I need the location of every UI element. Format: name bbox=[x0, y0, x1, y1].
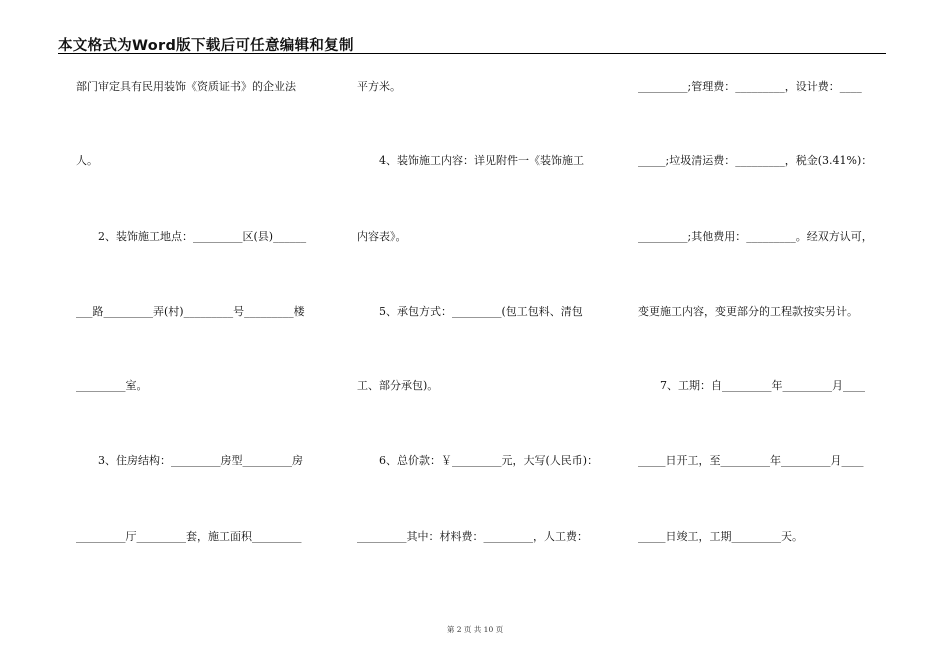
page-number-footer: 第 2 页 共 10 页 bbox=[446, 625, 504, 634]
middle-line-5: 工、部分承包)。 bbox=[357, 379, 439, 392]
left-line-6: 3、住房结构：_________房型_________房 bbox=[98, 454, 303, 467]
middle-line-2: 4、装饰施工内容：详见附件一《装饰施工 bbox=[379, 154, 584, 167]
left-line-4: ___路_________弄(村)_________号_________楼 bbox=[76, 305, 305, 318]
middle-line-6: 6、总价款：￥_________元，大写(人民币)： bbox=[379, 454, 599, 467]
right-line-6: _____日开工，至_________年_________月____ bbox=[638, 454, 864, 467]
right-line-5: 7、工期：自_________年_________月____ bbox=[660, 379, 865, 392]
middle-line-3: 内容表》。 bbox=[357, 230, 407, 243]
left-line-1: 部门审定具有民用装饰《资质证书》的企业法 bbox=[76, 80, 296, 93]
right-line-1: _________;管理费：_________，设计费：____ bbox=[638, 80, 862, 93]
document-header-title: 本文格式为Word版下载后可任意编辑和复制 bbox=[58, 38, 354, 54]
middle-line-1: 平方米。 bbox=[357, 80, 401, 93]
right-line-3: _________;其他费用：_________。经双方认可， bbox=[638, 230, 873, 243]
left-line-5: _________室。 bbox=[76, 379, 148, 392]
left-line-3: 2、装饰施工地点：_________区(县)______ bbox=[98, 230, 307, 243]
middle-line-7: _________其中：材料费：_________，人工费： bbox=[357, 530, 588, 543]
right-line-2: _____;垃圾清运费：_________，税金(3.41%)： bbox=[638, 154, 873, 167]
left-line-2: 人。 bbox=[76, 154, 98, 167]
right-line-4: 变更施工内容，变更部分的工程款按实另计。 bbox=[638, 305, 858, 318]
left-line-7: _________厅_________套，施工面积_________ bbox=[76, 530, 302, 543]
header-rule bbox=[58, 53, 886, 54]
middle-line-4: 5、承包方式：_________(包工包料、清包 bbox=[379, 305, 583, 318]
right-line-7: _____日竣工，工期_________天。 bbox=[638, 530, 803, 543]
